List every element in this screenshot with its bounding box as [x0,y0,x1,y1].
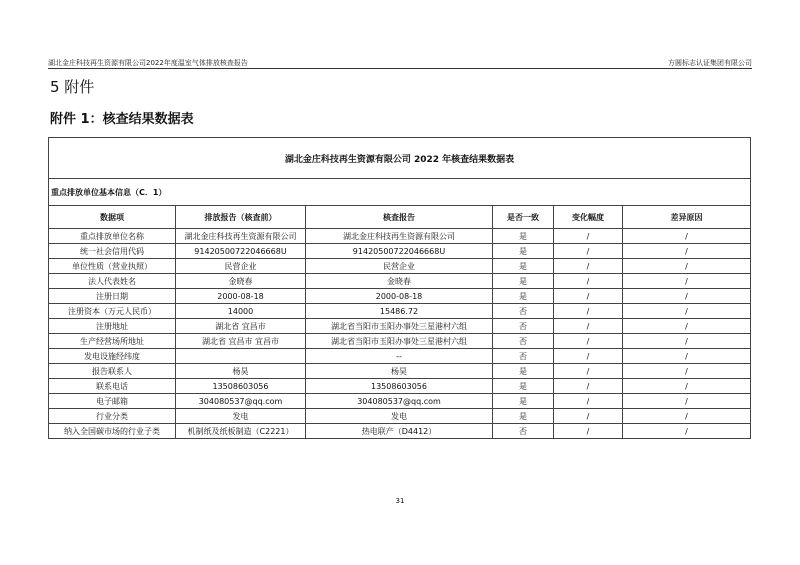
table-cell: 91420500722046668U [176,244,306,259]
table-cell: 机制纸及纸板制造（C2221） [176,424,306,439]
table-cell: 13508603056 [176,379,306,394]
table-cell: / [554,349,623,364]
section-title: 5 附件 [50,78,95,96]
table-cell: / [554,394,623,409]
table-cell: 金晓春 [306,274,493,289]
table-row [49,229,751,244]
table-cell: / [623,304,751,319]
table-cell: / [623,394,751,409]
table-cell: 湖北金庄科技再生资源有限公司 [176,229,306,244]
table-cell: / [623,379,751,394]
table-cell: 联系电话 [49,379,176,394]
table-cell: / [554,334,623,349]
table-cell: / [554,244,623,259]
table-cell: -- [306,349,493,364]
table-row [49,319,751,334]
table-cell: 是 [493,409,554,424]
column-header: 核查报告 [306,206,493,229]
table-cell: / [554,304,623,319]
table-cell: / [554,424,623,439]
table-cell: 是 [493,289,554,304]
table-title: 湖北金庄科技再生资源有限公司 2022 年核查结果数据表 [49,138,751,179]
table-cell: 否 [493,424,554,439]
table-row [49,289,751,304]
table-cell: 湖北金庄科技再生资源有限公司 [306,229,493,244]
table-cell: / [623,364,751,379]
table-cell: 否 [493,319,554,334]
table-cell: 湖北省当阳市玉阳办事处三星港村六组 [306,319,493,334]
table-cell: 湖北省 宜昌市 [176,319,306,334]
table-row [49,304,751,319]
table-cell: / [623,259,751,274]
table-cell: 否 [493,334,554,349]
table-cell: 是 [493,364,554,379]
column-header: 差异原因 [623,206,751,229]
table-cell: 注册日期 [49,289,176,304]
table-cell: 是 [493,229,554,244]
table-cell: 注册资本（万元人民币） [49,304,176,319]
table-cell: 行业分类 [49,409,176,424]
table-cell: 电子邮箱 [49,394,176,409]
table-cell: 否 [493,304,554,319]
header-report-title: 湖北金庄科技再生资源有限公司2022年度温室气体排放核查报告 [48,59,248,67]
table-cell: 是 [493,244,554,259]
table-row [49,244,751,259]
table-cell: / [623,349,751,364]
table-cell: / [623,319,751,334]
table-cell: / [554,259,623,274]
table-cell: 湖北省 宜昌市 宜昌市 [176,334,306,349]
table-cell [176,349,306,364]
table-cell: / [554,409,623,424]
table-row [49,409,751,424]
table-cell: 杨昊 [306,364,493,379]
table-row [49,364,751,379]
table-cell: / [623,289,751,304]
table-cell: 304080537@qq.com [176,394,306,409]
table-cell: 发电设施经纬度 [49,349,176,364]
table-cell: / [554,289,623,304]
header-company-name: 方圆标志认证集团有限公司 [668,59,752,67]
table-cell: 14000 [176,304,306,319]
table-cell: / [623,409,751,424]
table-cell: 纳入全国碳市场的行业子类 [49,424,176,439]
table-cell: 2000-08-18 [176,289,306,304]
table-row [49,259,751,274]
table-subtitle: 重点排放单位基本信息（C．1） [49,179,751,206]
table-cell: 15486.72 [306,304,493,319]
column-header: 变化幅度 [554,206,623,229]
table-cell: / [623,274,751,289]
table-cell: / [554,319,623,334]
table-row [49,424,751,439]
table-cell: 发电 [306,409,493,424]
table-cell: / [554,364,623,379]
table-row [49,349,751,364]
table-cell: 是 [493,259,554,274]
table-row [49,394,751,409]
table-header-row [49,206,751,229]
column-header: 排放报告（核查前） [176,206,306,229]
column-header: 数据项 [49,206,176,229]
page-number: 31 [395,497,405,505]
table-cell: 发电 [176,409,306,424]
table-cell: 304080537@qq.com [306,394,493,409]
table-cell: 民营企业 [176,259,306,274]
table-cell: 民营企业 [306,259,493,274]
header-divider [48,68,752,69]
column-header: 是否一致 [493,206,554,229]
table-cell: 生产经营场所地址 [49,334,176,349]
table-row [49,334,751,349]
table-cell: / [554,274,623,289]
table-cell: / [623,244,751,259]
table-cell: / [554,379,623,394]
table-cell: 注册地址 [49,319,176,334]
table-row [49,379,751,394]
table-cell: 报告联系人 [49,364,176,379]
table-cell: 统一社会信用代码 [49,244,176,259]
table-cell: 91420500722046668U [306,244,493,259]
table-cell: / [623,334,751,349]
verification-results-table [48,137,751,439]
table-cell: / [623,424,751,439]
table-cell: 重点排放单位名称 [49,229,176,244]
table-cell: 是 [493,379,554,394]
table-cell: / [554,229,623,244]
annex-title: 附件 1：核查结果数据表 [50,112,194,127]
table-cell: 单位性质（营业执照） [49,259,176,274]
table-cell: 法人代表姓名 [49,274,176,289]
table-cell: 杨昊 [176,364,306,379]
table-cell: 湖北省当阳市玉阳办事处三星港村六组 [306,334,493,349]
table-cell: 是 [493,394,554,409]
table-cell: 是 [493,274,554,289]
table-cell: / [623,229,751,244]
table-cell: 金晓春 [176,274,306,289]
table-cell: 13508603056 [306,379,493,394]
table-row [49,274,751,289]
table-cell: 否 [493,349,554,364]
table-cell: 2000-08-18 [306,289,493,304]
table-cell: 热电联产（D4412） [306,424,493,439]
